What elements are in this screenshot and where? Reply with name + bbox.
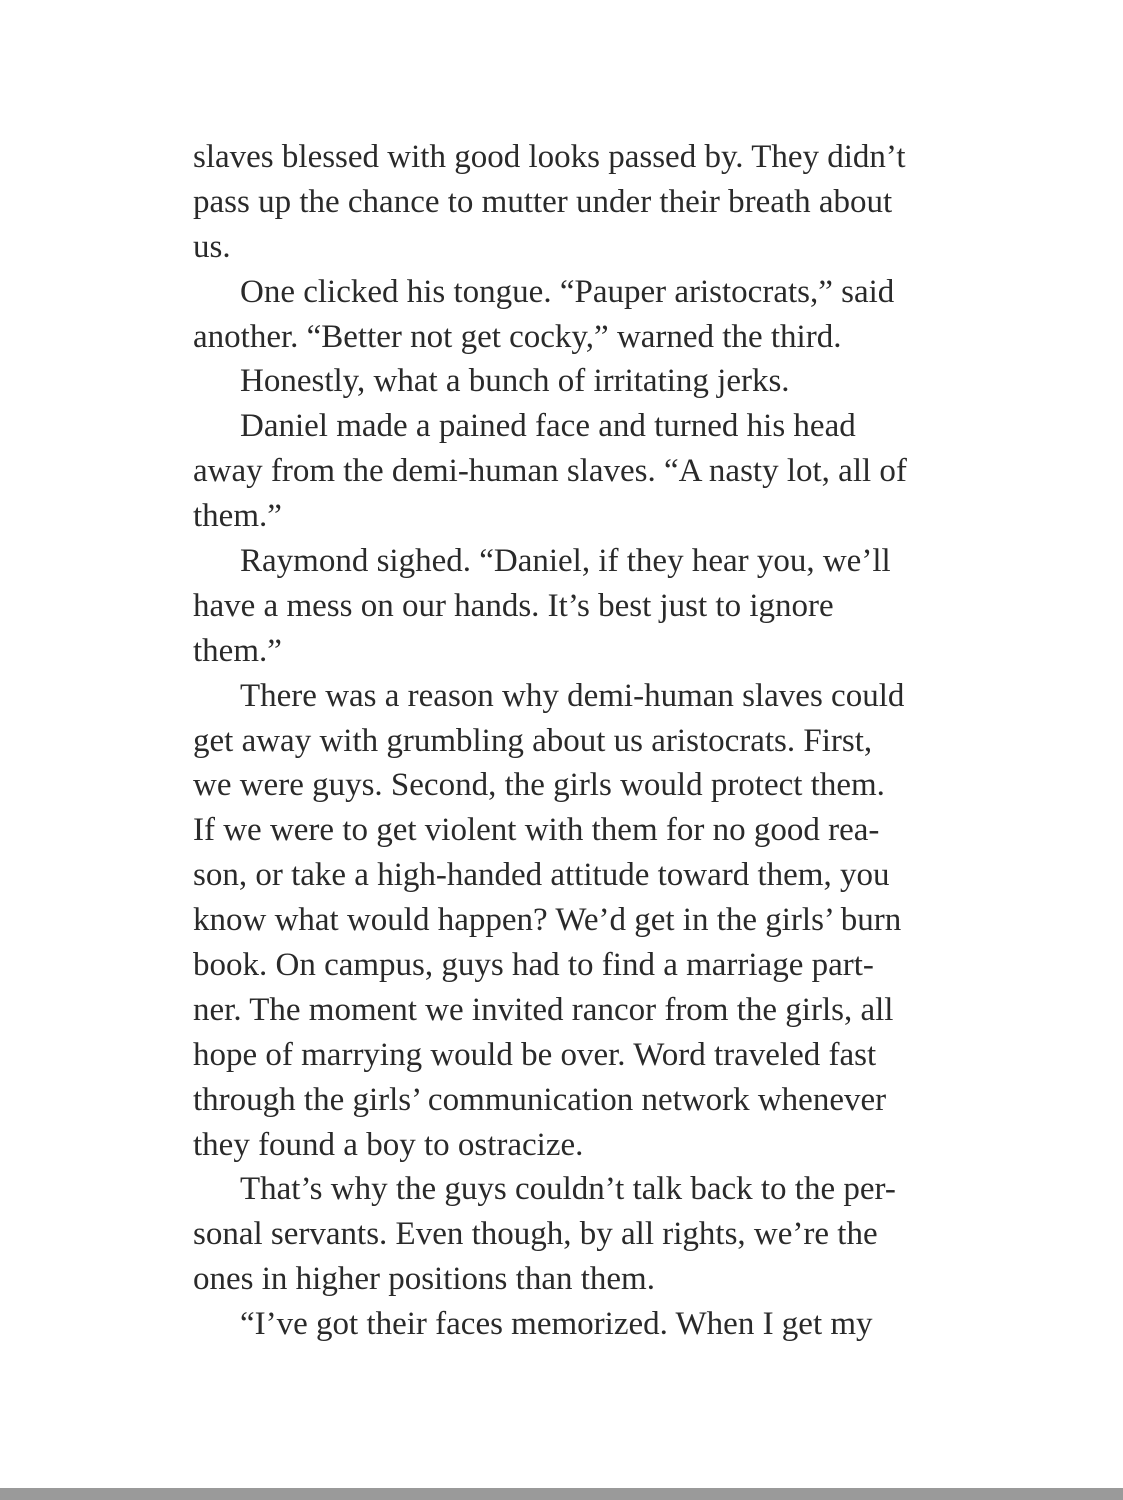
text-line: book. On campus, guys had to find a marriage part- <box>193 947 874 984</box>
text-line: them.” <box>193 632 282 669</box>
text-line: “I’ve got their faces memorized. When I get my <box>240 1306 873 1343</box>
text-line: another. “Better not get cocky,” warned the third. <box>193 318 842 355</box>
text-line: get away with grumbling about us aristocrats. First, <box>193 722 873 759</box>
text-line: That’s why the guys couldn’t talk back to the per- <box>240 1171 896 1208</box>
text-line: There was a reason why demi-human slaves could <box>240 677 905 714</box>
text-line: us. <box>193 228 231 265</box>
text-line: One clicked his tongue. “Pauper aristocrats,” said <box>240 273 895 310</box>
text-line: have a mess on our hands. It’s best just to ignore <box>193 587 834 624</box>
text-line: sonal servants. Even though, by all rights, we’re the <box>193 1216 878 1253</box>
text-line: Raymond sighed. “Daniel, if they hear you, we’ll <box>240 543 891 580</box>
text-line: we were guys. Second, the girls would protect them. <box>193 767 885 804</box>
text-line: ones in higher positions than them. <box>193 1261 655 1298</box>
text-line: they found a boy to ostracize. <box>193 1126 584 1163</box>
text-line: slaves blessed with good looks passed by. They didn’t <box>193 139 906 175</box>
body-text <box>193 135 983 1347</box>
text-line: If we were to get violent with them for no good rea- <box>193 812 880 849</box>
bottom-scroll-bar[interactable] <box>0 1488 1123 1500</box>
text-line: hope of marrying would be over. Word traveled fast <box>193 1036 877 1073</box>
text-line: Daniel made a pained face and turned his head <box>240 408 856 445</box>
text-line: son, or take a high-handed attitude toward them, you <box>193 857 890 894</box>
text-line: know what would happen? We’d get in the girls’ burn <box>193 902 902 939</box>
text-line: ner. The moment we invited rancor from the girls, all <box>193 991 894 1028</box>
text-line: through the girls’ communication network whenever <box>193 1081 887 1118</box>
text-line: pass up the chance to mutter under their breath about <box>193 183 893 220</box>
text-line: away from the demi-human slaves. “A nasty lot, all of <box>193 453 907 490</box>
text-line: them.” <box>193 498 282 535</box>
text-line: Honestly, what a bunch of irritating jerks. <box>240 363 790 400</box>
